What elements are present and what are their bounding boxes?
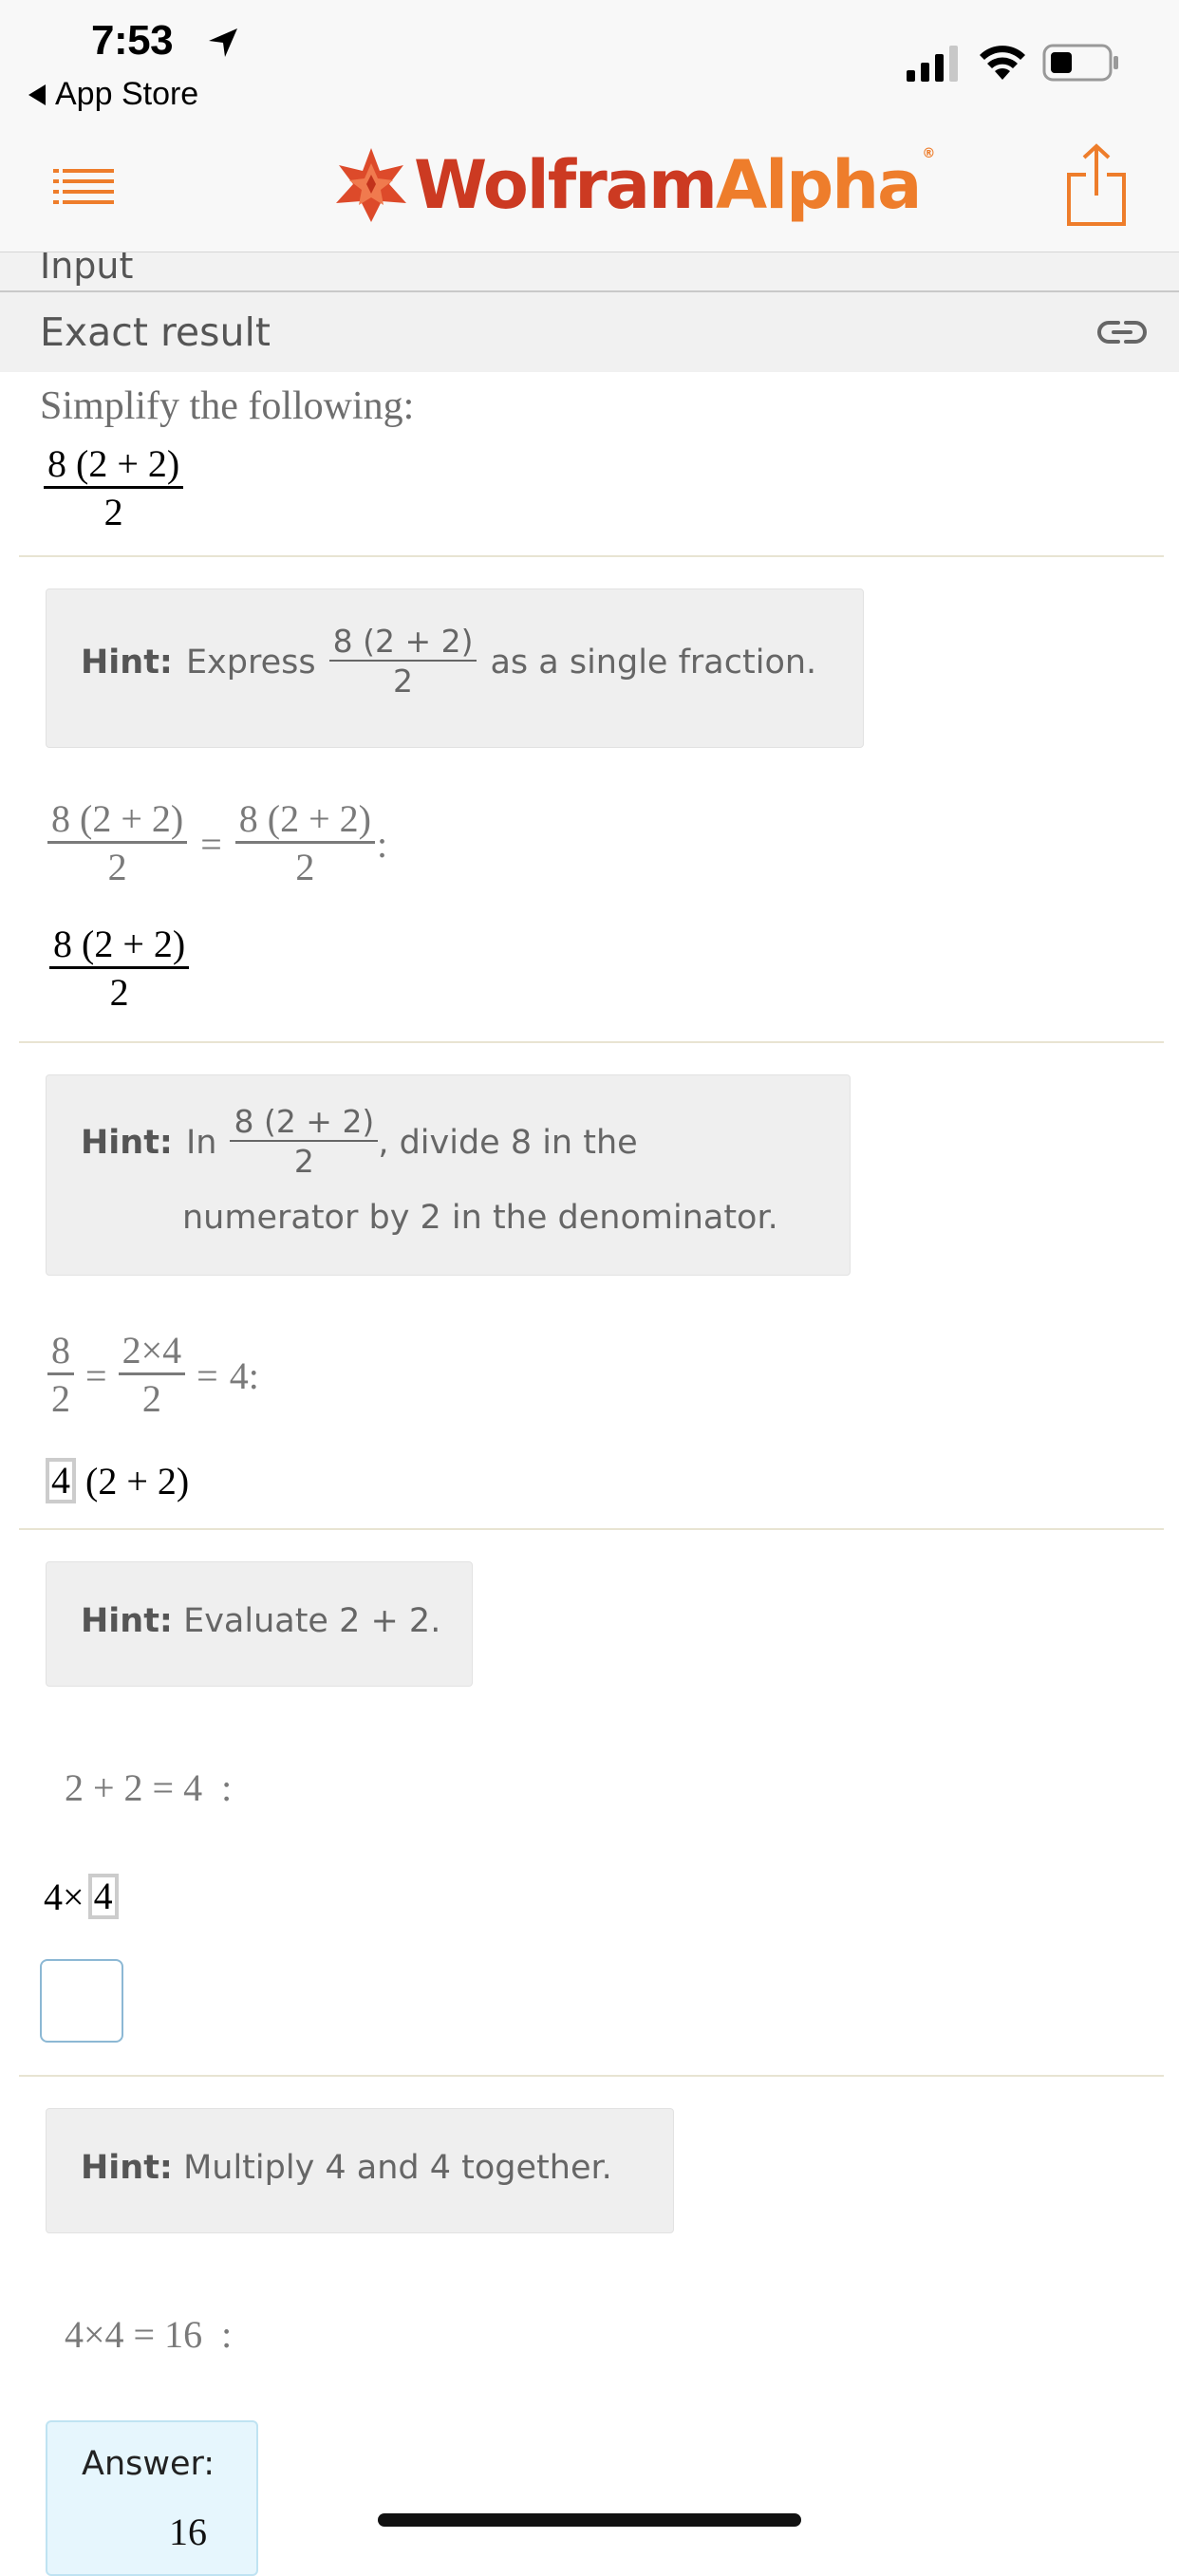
input-pod-strip (0, 252, 1179, 292)
step-1-lhs-denominator: 2 (47, 841, 187, 891)
answer-label: Answer: (82, 2445, 215, 2483)
step-2-result (46, 1458, 189, 1503)
wolfram-alpha-wordmark (414, 146, 933, 224)
status-bar (0, 0, 1179, 123)
step-2-b-denominator: 2 (119, 1372, 186, 1423)
home-indicator[interactable] (378, 2513, 801, 2527)
back-link-label: App Store (55, 76, 199, 112)
hint-text-line-2: numerator by 2 in the denominator. (182, 1199, 778, 1237)
battery-icon (1042, 44, 1120, 82)
step-3-result-pre: 4× (44, 1875, 84, 1918)
top-navigation-bar (0, 0, 1179, 253)
step-1-rhs-denominator: 2 (235, 841, 375, 891)
back-triangle-icon (28, 84, 46, 105)
back-to-app-store-link[interactable] (28, 76, 198, 113)
step-1-result-numerator: 8 (2 + 2) (53, 923, 186, 965)
hint-fraction-denominator: 2 (329, 660, 477, 700)
status-time: 7:53 (91, 17, 174, 64)
wifi-icon (978, 42, 1027, 82)
wolfram-alpha-logo (332, 142, 933, 228)
simplify-heading: Simplify the following: (40, 384, 415, 428)
hint-box-1 (46, 588, 864, 748)
hint-text-post: as a single fraction. (490, 643, 817, 681)
step-1-equation (47, 797, 387, 891)
step-4-equation: 4×4 = 16 : (65, 2313, 233, 2356)
divider (19, 555, 1164, 557)
problem-numerator: 8 (2 + 2) (47, 442, 180, 485)
hint-text-post: , divide 8 in the (378, 1123, 638, 1162)
step-2-a-numerator: 8 (51, 1329, 70, 1372)
logo-word-alpha: Alpha (715, 146, 921, 224)
step-2-b-numerator: 2×4 (122, 1329, 182, 1372)
hint-label: Hint: (81, 2149, 173, 2187)
hint-box-4 (46, 2108, 674, 2233)
share-icon[interactable] (1063, 142, 1130, 228)
step-3-equation: 2 + 2 = 4 : (65, 1766, 233, 1809)
logo-registered-mark: ® (922, 146, 934, 161)
hint-fraction-numerator: 8 (2 + 2) (332, 623, 474, 660)
hint-text-pre: In (185, 1123, 217, 1162)
answer-box (46, 2420, 258, 2576)
problem-expression (44, 442, 183, 536)
location-arrow-icon (207, 27, 239, 59)
hint-text: Evaluate 2 + 2. (183, 1602, 441, 1640)
divider (19, 2075, 1164, 2077)
step-2-equation (47, 1329, 259, 1423)
hint-text-pre: Express (185, 643, 316, 681)
step-1-result-denominator: 2 (49, 966, 189, 1017)
problem-denominator: 2 (44, 486, 183, 536)
hint-box-2 (46, 1074, 851, 1276)
step-2-equals-1: = (85, 1354, 107, 1397)
step-3-result (44, 1874, 119, 1919)
logo-word-wolfram: Wolfram (414, 146, 716, 224)
hint-text: Multiply 4 and 4 together. (183, 2149, 612, 2187)
step-1-result (49, 923, 189, 1017)
step-1-rhs-numerator: 8 (2 + 2) (238, 797, 371, 840)
input-pod-label: Input (40, 252, 134, 287)
pod-title: Exact result (40, 309, 271, 355)
hint-fraction-denominator: 2 (230, 1140, 378, 1181)
divider (19, 1528, 1164, 1530)
highlighted-term: 4 (88, 1874, 119, 1919)
hint-label: Hint: (81, 643, 173, 681)
step-2-equals-2: = (196, 1354, 218, 1397)
exact-result-pod-header (0, 292, 1179, 372)
step-1-lhs-numerator: 8 (2 + 2) (51, 797, 184, 840)
hint-label: Hint: (81, 1602, 173, 1640)
placeholder-input-box[interactable] (40, 1959, 123, 2043)
step-1-equals: = (200, 823, 222, 866)
answer-value: 16 (169, 2511, 207, 2553)
wolfram-spikey-logo-icon (332, 146, 410, 224)
step-2-value: 4: (229, 1354, 259, 1397)
hint-box-3 (46, 1561, 473, 1687)
step-2-result-rest: (2 + 2) (85, 1459, 190, 1503)
hint-fraction-numerator: 8 (2 + 2) (234, 1103, 375, 1140)
step-1-colon: : (376, 823, 388, 866)
cellular-signal-icon (907, 46, 960, 82)
link-icon[interactable] (1097, 313, 1147, 351)
step-2-a-denominator: 2 (47, 1372, 74, 1423)
divider (19, 1041, 1164, 1043)
highlighted-term: 4 (46, 1458, 76, 1503)
hint-label: Hint: (81, 1123, 173, 1162)
menu-list-icon[interactable] (53, 167, 114, 205)
